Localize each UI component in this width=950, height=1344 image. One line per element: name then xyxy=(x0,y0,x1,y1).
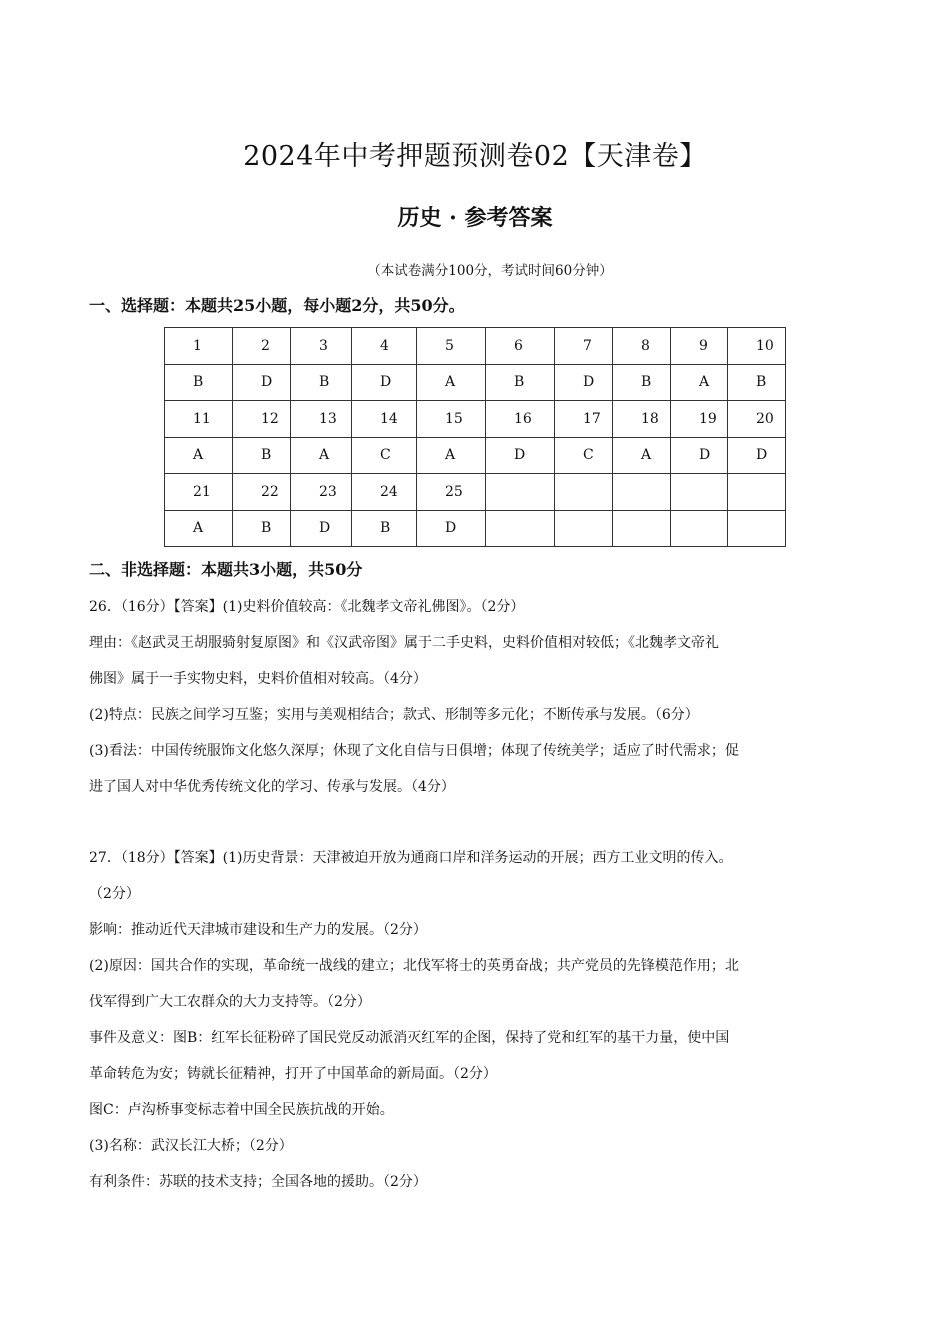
table-cell: 3 xyxy=(291,328,352,365)
table-row xyxy=(165,437,786,474)
table-cell: D xyxy=(671,437,728,474)
table-cell: D xyxy=(291,510,352,547)
table-cell: 15 xyxy=(417,401,486,438)
answer-line: (2)特点：民族之间学习互鉴；实用与美观相结合；款式、形制等多元化；不断传承与发展。（6分） xyxy=(89,707,699,723)
table-cell: 9 xyxy=(671,328,728,365)
table-cell xyxy=(671,474,728,511)
table-cell: 23 xyxy=(291,474,352,511)
answer-line: (2)原因：国共合作的实现，革命统一战线的建立；北伐军将士的英勇奋战；共产党员的先锋模范作用；北 xyxy=(89,958,739,974)
table-cell xyxy=(486,510,555,547)
table-cell: 14 xyxy=(352,401,417,438)
answer-line: (3)名称：武汉长江大桥；（2分） xyxy=(89,1138,293,1154)
table-cell: D xyxy=(233,364,291,401)
answer-line: 进了国人对中华优秀传统文化的学习、传承与发展。（4分） xyxy=(89,779,455,795)
answer-line: 佛图》属于一手实物史料，史料价值相对较高。（4分） xyxy=(89,671,427,687)
table-cell: 4 xyxy=(352,328,417,365)
answer-line: 有利条件：苏联的技术支持；全国各地的援助。（2分） xyxy=(89,1174,427,1190)
table-cell: A xyxy=(291,437,352,474)
table-cell: 5 xyxy=(417,328,486,365)
table-cell: 24 xyxy=(352,474,417,511)
table-cell: A xyxy=(165,510,233,547)
table-cell: 10 xyxy=(728,328,786,365)
table-cell: A xyxy=(417,437,486,474)
table-cell: 8 xyxy=(613,328,671,365)
answer-line: 图C：卢沟桥事变标志着中国全民族抗战的开始。 xyxy=(89,1102,394,1118)
answer-line: 26．（16分）【答案】(1)史料价值较高：《北魏孝文帝礼佛图》。（2分） xyxy=(89,599,525,615)
table-cell: B xyxy=(233,437,291,474)
exam-note: （本试卷满分100分，考试时间60分钟） xyxy=(367,263,613,279)
table-cell: 7 xyxy=(555,328,613,365)
section-non-choice-heading: 二、非选择题：本题共3小题，共50分 xyxy=(89,560,363,579)
table-cell: 2 xyxy=(233,328,291,365)
table-row xyxy=(165,474,786,511)
table-cell: 13 xyxy=(291,401,352,438)
table-cell: C xyxy=(352,437,417,474)
table-cell: C xyxy=(555,437,613,474)
table-cell xyxy=(728,474,786,511)
table-cell xyxy=(555,510,613,547)
answer-table xyxy=(164,327,786,547)
table-cell: B xyxy=(613,364,671,401)
table-cell xyxy=(613,474,671,511)
section-multiple-choice-heading: 一、选择题：本题共25小题，每小题2分，共50分。 xyxy=(89,296,465,315)
table-cell: D xyxy=(417,510,486,547)
table-cell: 12 xyxy=(233,401,291,438)
table-cell: B xyxy=(291,364,352,401)
table-cell: D xyxy=(352,364,417,401)
table-cell xyxy=(613,510,671,547)
table-cell: B xyxy=(352,510,417,547)
table-cell: D xyxy=(728,437,786,474)
table-cell: 25 xyxy=(417,474,486,511)
table-cell: 11 xyxy=(165,401,233,438)
answer-line: 理由：《赵武灵王胡服骑射复原图》和《汉武帝图》属于二手史料，史料价值相对较低；《北魏孝文帝礼 xyxy=(89,635,719,651)
document-title: 2024年中考押题预测卷02【天津卷】 xyxy=(243,141,707,172)
table-cell: 19 xyxy=(671,401,728,438)
table-row xyxy=(165,401,786,438)
answer-line: (3)看法：中国传统服饰文化悠久深厚；休现了文化自信与日俱增；体现了传统美学；适应了时代需求；促 xyxy=(89,743,739,759)
table-cell: B xyxy=(165,364,233,401)
table-cell: A xyxy=(417,364,486,401)
table-cell: 21 xyxy=(165,474,233,511)
table-cell: B xyxy=(486,364,555,401)
table-cell: D xyxy=(555,364,613,401)
table-cell: B xyxy=(728,364,786,401)
answer-line: 影响：推动近代天津城市建设和生产力的发展。（2分） xyxy=(89,922,427,938)
table-cell: 18 xyxy=(613,401,671,438)
table-cell: 20 xyxy=(728,401,786,438)
table-row xyxy=(165,328,786,365)
answer-line: 事件及意义：图B：红军长征粉碎了国民党反动派消灭红军的企图，保持了党和红军的基干力量，使中国 xyxy=(89,1030,730,1046)
answer-line: 革命转危为安；铸就长征精神，打开了中国革命的新局面。（2分） xyxy=(89,1066,497,1082)
table-cell: 17 xyxy=(555,401,613,438)
document-subtitle: 历史 · 参考答案 xyxy=(397,205,553,231)
table-cell: A xyxy=(165,437,233,474)
answer-line: 伐军得到广大工农群众的大力支持等。（2分） xyxy=(89,994,371,1010)
table-cell: 6 xyxy=(486,328,555,365)
table-cell: A xyxy=(613,437,671,474)
table-cell xyxy=(555,474,613,511)
table-cell xyxy=(486,474,555,511)
table-cell: D xyxy=(486,437,555,474)
table-cell: 16 xyxy=(486,401,555,438)
table-cell xyxy=(671,510,728,547)
answer-line: （2分） xyxy=(89,886,140,902)
table-cell: B xyxy=(233,510,291,547)
table-row xyxy=(165,364,786,401)
table-cell: A xyxy=(671,364,728,401)
table-cell: 1 xyxy=(165,328,233,365)
table-cell: 22 xyxy=(233,474,291,511)
table-cell xyxy=(728,510,786,547)
answer-line: 27．（18分）【答案】(1)历史背景：天津被迫开放为通商口岸和洋务运动的开展；西方工业文明的传入。 xyxy=(89,850,733,866)
table-row xyxy=(165,510,786,547)
